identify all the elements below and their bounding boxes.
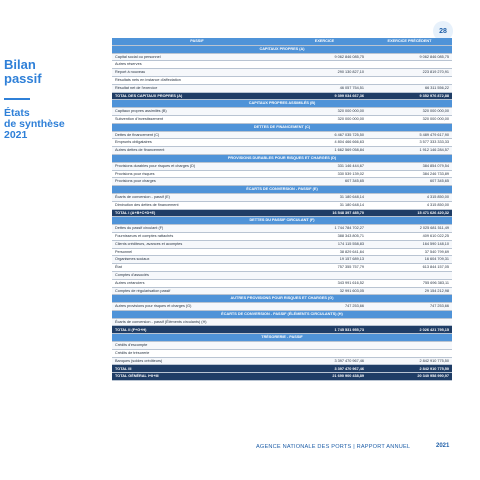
table-row (112, 279, 452, 287)
section-title (4, 58, 104, 141)
section-label: ÉCARTS DE CONVERSION - PASSIF (ÉLÉMENTS CIRCULANTS) (H) (112, 310, 452, 318)
subtitle-line-1: États (4, 107, 30, 119)
value-exercice: 320 000 000,00 (282, 108, 367, 116)
value-exercice-precedent: 2 025 681 511,49 (367, 225, 452, 233)
row-label: Résultats nets en instance d'affectation (112, 76, 282, 84)
table-row (112, 170, 452, 178)
table-row (112, 131, 452, 139)
row-label: Écarts de conversion - passif (E) (112, 193, 282, 201)
table-row (112, 271, 452, 279)
value-exercice-precedent: 29 154 212,98 (367, 287, 452, 295)
table-row (112, 178, 452, 186)
table-row (112, 139, 452, 147)
value-exercice-precedent: 613 844 157,05 (367, 264, 452, 272)
footer-text: AGENCE NATIONALE DES PORTS | RAPPORT ANNUEL (256, 444, 411, 450)
row-label: Dettes de financement (C) (112, 131, 282, 139)
value-exercice: 4 804 466 666,63 (282, 139, 367, 147)
row-label: Diminution des dettes de financement (112, 201, 282, 209)
title-divider (4, 98, 30, 100)
row-label: Clients créditeurs, avances et acomptes (112, 240, 282, 248)
row-label: TOTAL I (A+B+C+D+E) (112, 209, 282, 217)
table-row (112, 201, 452, 209)
row-label: Autres provisions pour risques et charges (G) (112, 303, 282, 311)
value-exercice (282, 76, 367, 84)
value-exercice-precedent (367, 76, 452, 84)
subtitle-line-3: 2021 (4, 129, 28, 141)
value-exercice: 343 991 616,52 (282, 279, 367, 287)
page-number: 28 (433, 21, 453, 41)
value-exercice-precedent: 747 253,66 (367, 303, 452, 311)
value-exercice (282, 271, 367, 279)
total-row (112, 365, 452, 373)
row-label: Banques (soldes créditeurs) (112, 357, 282, 365)
section-header-row (112, 154, 452, 162)
table-row (112, 232, 452, 240)
table-header-row (112, 38, 452, 45)
value-exercice: 3 397 470 967,46 (282, 357, 367, 365)
value-exercice: 9 062 846 085,75 (282, 53, 367, 61)
footer-year: 2021 (436, 443, 450, 449)
section-label: AUTRES PROVISIONS POUR RISQUES ET CHARGES (G) (112, 295, 452, 303)
value-exercice: 1 662 569 058,84 (282, 147, 367, 155)
value-exercice-precedent: 15 471 626 420,32 (367, 209, 452, 217)
subtitle-line-2: de synthèse (4, 118, 65, 130)
row-label: Crédits de trésorerie (112, 349, 282, 357)
value-exercice: 331 146 444,67 (282, 162, 367, 170)
table-row (112, 342, 452, 350)
value-exercice-precedent (367, 271, 452, 279)
section-header-row (112, 295, 452, 303)
value-exercice: 38 829 641,64 (282, 248, 367, 256)
section-header-row (112, 45, 452, 53)
table-row (112, 248, 452, 256)
value-exercice: 747 253,66 (282, 303, 367, 311)
section-label: DETTES DU PASSIF CIRCULANT (F) (112, 217, 452, 225)
table-row (112, 162, 452, 170)
value-exercice-precedent: 2 026 421 795,15 (367, 326, 452, 334)
row-label: Résultat net de l'exercice (112, 84, 282, 92)
value-exercice-precedent: 1 912 146 284,57 (367, 147, 452, 155)
header-exercice: EXERCICE (282, 38, 367, 45)
value-exercice-precedent: 320 000 000,00 (367, 108, 452, 116)
section-label: PROVISIONS DURABLES POUR RISQUES ET CHARGES (D) (112, 154, 452, 162)
value-exercice: 607 345,65 (282, 178, 367, 186)
section-header-row (112, 217, 452, 225)
value-exercice-precedent: 384 246 733,89 (367, 170, 452, 178)
row-label: Emprunts obligataires (112, 139, 282, 147)
section-header-row (112, 123, 452, 131)
value-exercice-precedent: 66 311 556,22 (367, 84, 452, 92)
value-exercice-precedent: 4 315 850,00 (367, 201, 452, 209)
table-row (112, 303, 452, 311)
table-row (112, 84, 452, 92)
table-row (112, 61, 452, 69)
value-exercice: 6 467 035 725,50 (282, 131, 367, 139)
value-exercice (282, 61, 367, 69)
row-label: Autres réserves (112, 61, 282, 69)
value-exercice: 21 690 900 438,89 (282, 373, 367, 381)
row-label: Comptes de régularisation passif (112, 287, 282, 295)
total-row (112, 209, 452, 217)
value-exercice: 32 991 603,05 (282, 287, 367, 295)
value-exercice-precedent: 164 590 148,10 (367, 240, 452, 248)
value-exercice-precedent: 20 340 958 990,97 (367, 373, 452, 381)
section-header-row (112, 334, 452, 342)
total-row (112, 326, 452, 334)
row-label: Provisions pour risques (112, 170, 282, 178)
row-label: Report à nouveau (112, 69, 282, 77)
value-exercice-precedent: 223 819 270,91 (367, 69, 452, 77)
value-exercice-precedent: 384 854 079,54 (367, 162, 452, 170)
row-label: Personnel (112, 248, 282, 256)
value-exercice-precedent: 5 489 479 617,90 (367, 131, 452, 139)
title-line-1: Bilan (4, 57, 36, 72)
header-passif: PASSIF (112, 38, 282, 45)
row-label: État (112, 264, 282, 272)
value-exercice-precedent: 16 604 709,31 (367, 256, 452, 264)
total-row (112, 373, 452, 381)
value-exercice-precedent (367, 318, 452, 326)
value-exercice: 388 343 805,71 (282, 232, 367, 240)
value-exercice: 16 548 397 485,70 (282, 209, 367, 217)
row-label: Provisions pour charges (112, 178, 282, 186)
value-exercice: 290 130 827,10 (282, 69, 367, 77)
section-label: DETTES DE FINANCEMENT (C) (112, 123, 452, 131)
header-exercice-precedent: EXERCICE PRÉCÉDENT (367, 38, 452, 45)
value-exercice: 3 397 470 967,46 (282, 365, 367, 373)
value-exercice-precedent (367, 349, 452, 357)
table-row (112, 108, 452, 116)
value-exercice: 1 744 784 702,27 (282, 225, 367, 233)
value-exercice (282, 318, 367, 326)
title-line-2: passif (4, 71, 42, 86)
section-header-row (112, 186, 452, 194)
total-row (112, 92, 452, 100)
section-label: CAPITAUX PROPRES ASSIMILÉS (B) (112, 100, 452, 108)
row-label: Crédits d'escompte (112, 342, 282, 350)
value-exercice-precedent: 9 062 846 085,75 (367, 53, 452, 61)
row-label: Fournisseurs et comptes rattachés (112, 232, 282, 240)
value-exercice-precedent (367, 342, 452, 350)
table-row (112, 225, 452, 233)
value-exercice: 31 180 648,14 (282, 193, 367, 201)
row-label: Capital social ou personnel (112, 53, 282, 61)
value-exercice (282, 342, 367, 350)
row-label: Comptes d'associés (112, 271, 282, 279)
row-label: TOTAL GÉNÉRAL I+II+III (112, 373, 282, 381)
table-row (112, 357, 452, 365)
value-exercice-precedent: 320 000 000,00 (367, 115, 452, 123)
value-exercice-precedent: 409 610 022,25 (367, 232, 452, 240)
table-row (112, 287, 452, 295)
value-exercice: 320 000 000,00 (282, 115, 367, 123)
row-label: Provisions durables pour risques et charges (D) (112, 162, 282, 170)
row-label: Dettes du passif circulant (F) (112, 225, 282, 233)
value-exercice-precedent: 37 540 799,69 (367, 248, 452, 256)
value-exercice-precedent: 9 352 976 872,88 (367, 92, 452, 100)
value-exercice-precedent: 2 842 910 775,50 (367, 365, 452, 373)
row-label: Organismes sociaux (112, 256, 282, 264)
row-label: Capitaux propres assimilés (B) (112, 108, 282, 116)
value-exercice: 31 180 648,14 (282, 201, 367, 209)
table-row (112, 349, 452, 357)
section-header-row (112, 310, 452, 318)
row-label: TOTAL DES CAPITAUX PROPRES (A) (112, 92, 282, 100)
table-row (112, 76, 452, 84)
row-label: Autres créanciers (112, 279, 282, 287)
value-exercice-precedent: 607 345,65 (367, 178, 452, 186)
table-row (112, 318, 452, 326)
value-exercice: 1 745 531 955,73 (282, 326, 367, 334)
table-row (112, 264, 452, 272)
value-exercice-precedent: 755 696 383,11 (367, 279, 452, 287)
row-label: Autres dettes de financement (112, 147, 282, 155)
value-exercice: 9 399 034 667,36 (282, 92, 367, 100)
table-row (112, 193, 452, 201)
section-label: ÉCARTS DE CONVERSION - PASSIF (E) (112, 186, 452, 194)
value-exercice-precedent (367, 61, 452, 69)
row-label: Subvention d'investissement (112, 115, 282, 123)
section-header-row (112, 100, 452, 108)
value-exercice-precedent: 2 842 910 775,50 (367, 357, 452, 365)
table-body (112, 45, 452, 380)
table-row (112, 256, 452, 264)
table-row (112, 147, 452, 155)
value-exercice-precedent: 4 315 850,00 (367, 193, 452, 201)
table-row (112, 240, 452, 248)
value-exercice: 19 157 689,13 (282, 256, 367, 264)
passif-balance-table (112, 38, 452, 381)
value-exercice (282, 349, 367, 357)
section-label: TRÉSORERIE - PASSIF (112, 334, 452, 342)
row-label: Écarts de conversion - passif (Éléments circulants) (H) (112, 318, 282, 326)
value-exercice: 757 355 757,79 (282, 264, 367, 272)
value-exercice: 330 539 139,02 (282, 170, 367, 178)
value-exercice: 46 057 754,51 (282, 84, 367, 92)
value-exercice-precedent: 3 577 333 333,33 (367, 139, 452, 147)
row-label: TOTAL III (112, 365, 282, 373)
table-row (112, 69, 452, 77)
value-exercice: 174 115 558,83 (282, 240, 367, 248)
section-label: CAPITAUX PROPRES (A) (112, 45, 452, 53)
row-label: TOTAL II (F+G+H) (112, 326, 282, 334)
table-row (112, 53, 452, 61)
table-row (112, 115, 452, 123)
